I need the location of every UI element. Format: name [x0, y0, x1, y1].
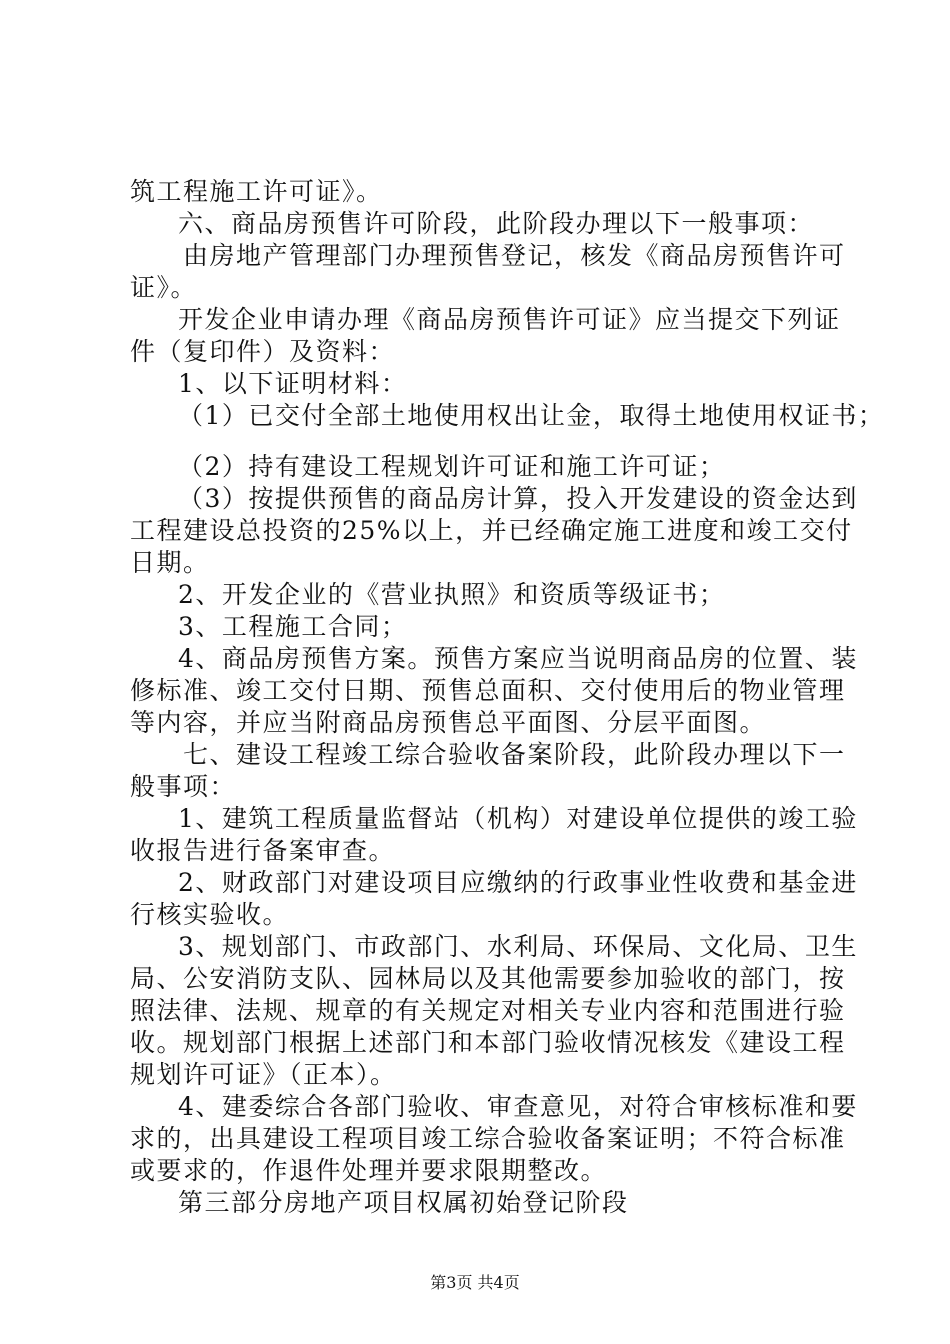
body-line: 收报告进行备案审查。	[130, 836, 396, 865]
body-line: 局、公安消防支队、园林局以及其他需要参加验收的部门，按	[130, 964, 846, 993]
section-heading-6: 六、商品房预售许可阶段，此阶段办理以下一般事项：	[178, 209, 815, 238]
list-item: 1、以下证明材料：	[178, 369, 408, 398]
list-item: 3、工程施工合同；	[178, 612, 408, 641]
body-line: 日期。	[130, 548, 210, 577]
list-item: 3、规划部门、市政部门、水利局、环保局、文化局、卫生	[178, 932, 858, 961]
body-line: 由房地产管理部门办理预售登记，核发《商品房预售许可	[183, 241, 846, 270]
body-line: 件（复印件）及资料：	[130, 337, 396, 366]
body-line: 开发企业申请办理《商品房预售许可证》应当提交下列证	[178, 305, 841, 334]
part-heading: 第三部分房地产项目权属初始登记阶段	[178, 1188, 629, 1217]
list-item: 4、建委综合各部门验收、审查意见，对符合审核标准和要	[178, 1092, 858, 1121]
list-item: （3）按提供预售的商品房计算，投入开发建设的资金达到	[178, 484, 858, 513]
body-line: 筑工程施工许可证》。	[130, 177, 383, 206]
section-heading-7: 七、建设工程竣工综合验收备案阶段，此阶段办理以下一	[183, 740, 846, 769]
list-item: 2、财政部门对建设项目应缴纳的行政事业性收费和基金进	[178, 868, 858, 897]
body-line: 照法律、法规、规章的有关规定对相关专业内容和范围进行验	[130, 996, 846, 1025]
body-line: 行核实验收。	[130, 900, 290, 929]
body-line: 工程建设总投资的25%以上，并已经确定施工进度和竣工交付	[130, 516, 853, 545]
body-line: 求的，出具建设工程项目竣工综合验收备案证明；不符合标准	[130, 1124, 846, 1153]
list-item: （2）持有建设工程规划许可证和施工许可证；	[178, 452, 726, 481]
body-line: 证》。	[130, 273, 198, 302]
body-line: 等内容，并应当附商品房预售总平面图、分层平面图。	[130, 708, 767, 737]
body-line: 般事项：	[130, 772, 237, 801]
body-line: 规划许可证》（正本）。	[130, 1060, 397, 1089]
list-item: 2、开发企业的《营业执照》和资质等级证书；	[178, 580, 726, 609]
body-line: 或要求的，作退件处理并要求限期整改。	[130, 1156, 608, 1185]
list-item: （1）已交付全部土地使用权出让金，取得土地使用权证书；	[178, 401, 885, 430]
body-line: 修标准、竣工交付日期、预售总面积、交付使用后的物业管理	[130, 676, 846, 705]
body-line: 收。规划部门根据上述部门和本部门验收情况核发《建设工程	[130, 1028, 846, 1057]
list-item: 4、商品房预售方案。预售方案应当说明商品房的位置、装	[178, 644, 858, 673]
list-item: 1、建筑工程质量监督站（机构）对建设单位提供的竣工验	[178, 804, 858, 833]
page-number: 第3页 共4页	[430, 1273, 520, 1292]
